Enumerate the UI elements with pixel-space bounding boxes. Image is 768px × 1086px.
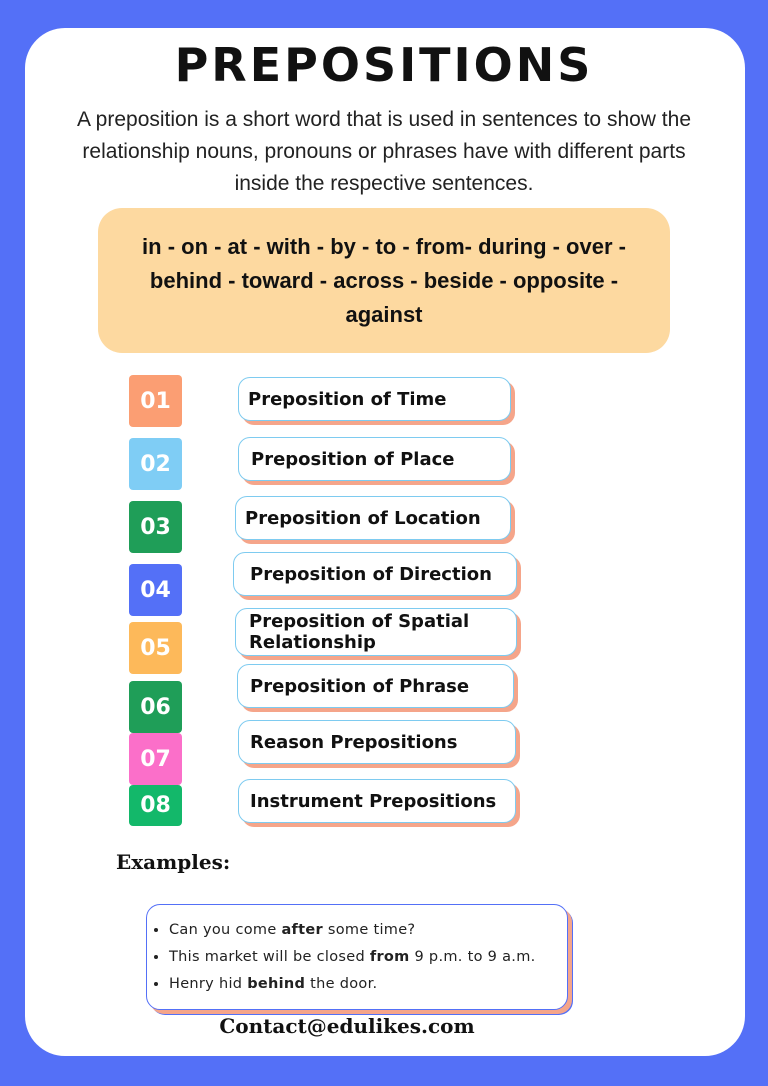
type-number-badge: 04 — [129, 564, 182, 616]
type-number-badge: 05 — [129, 622, 182, 674]
page-title: PREPOSITIONS — [174, 38, 594, 92]
type-number-badge: 08 — [129, 785, 182, 826]
type-box: Preposition of Place — [238, 437, 511, 481]
type-box: Preposition of Time — [238, 377, 511, 421]
type-box: Preposition of Location — [235, 496, 511, 540]
type-box: Preposition of Spatial Relationship — [235, 608, 517, 656]
type-box: Preposition of Direction — [233, 552, 517, 596]
type-number-badge: 07 — [129, 733, 182, 785]
example-item: • This market will be closed from 9 p.m. to 9 a.m. — [169, 944, 567, 971]
type-box: Reason Prepositions — [238, 720, 516, 764]
type-number-badge: 02 — [129, 438, 182, 490]
examples-heading: Examples: — [116, 850, 231, 874]
example-item: • Can you come after some time? — [169, 917, 567, 944]
examples-box — [146, 904, 568, 1010]
type-number-badge: 03 — [129, 501, 182, 553]
examples-list — [155, 917, 567, 998]
type-box: Preposition of Phrase — [237, 664, 514, 708]
definition-text: A preposition is a short word that is used in sentences to show the relationship nouns, pronouns or phrases have with different parts inside the respective sentences. — [76, 108, 691, 195]
preposition-word-list: in - on - at - with - by - to - from- during - over - behind - toward - across - beside - opposite - against — [142, 233, 626, 327]
contact-email: Contact@edulikes.com — [219, 1014, 475, 1038]
type-number-badge: 06 — [129, 681, 182, 733]
type-number-badge: 01 — [129, 375, 182, 427]
example-item: • Henry hid behind the door. — [169, 971, 567, 998]
preposition-word-box — [98, 208, 670, 353]
type-box: Instrument Prepositions — [238, 779, 516, 823]
